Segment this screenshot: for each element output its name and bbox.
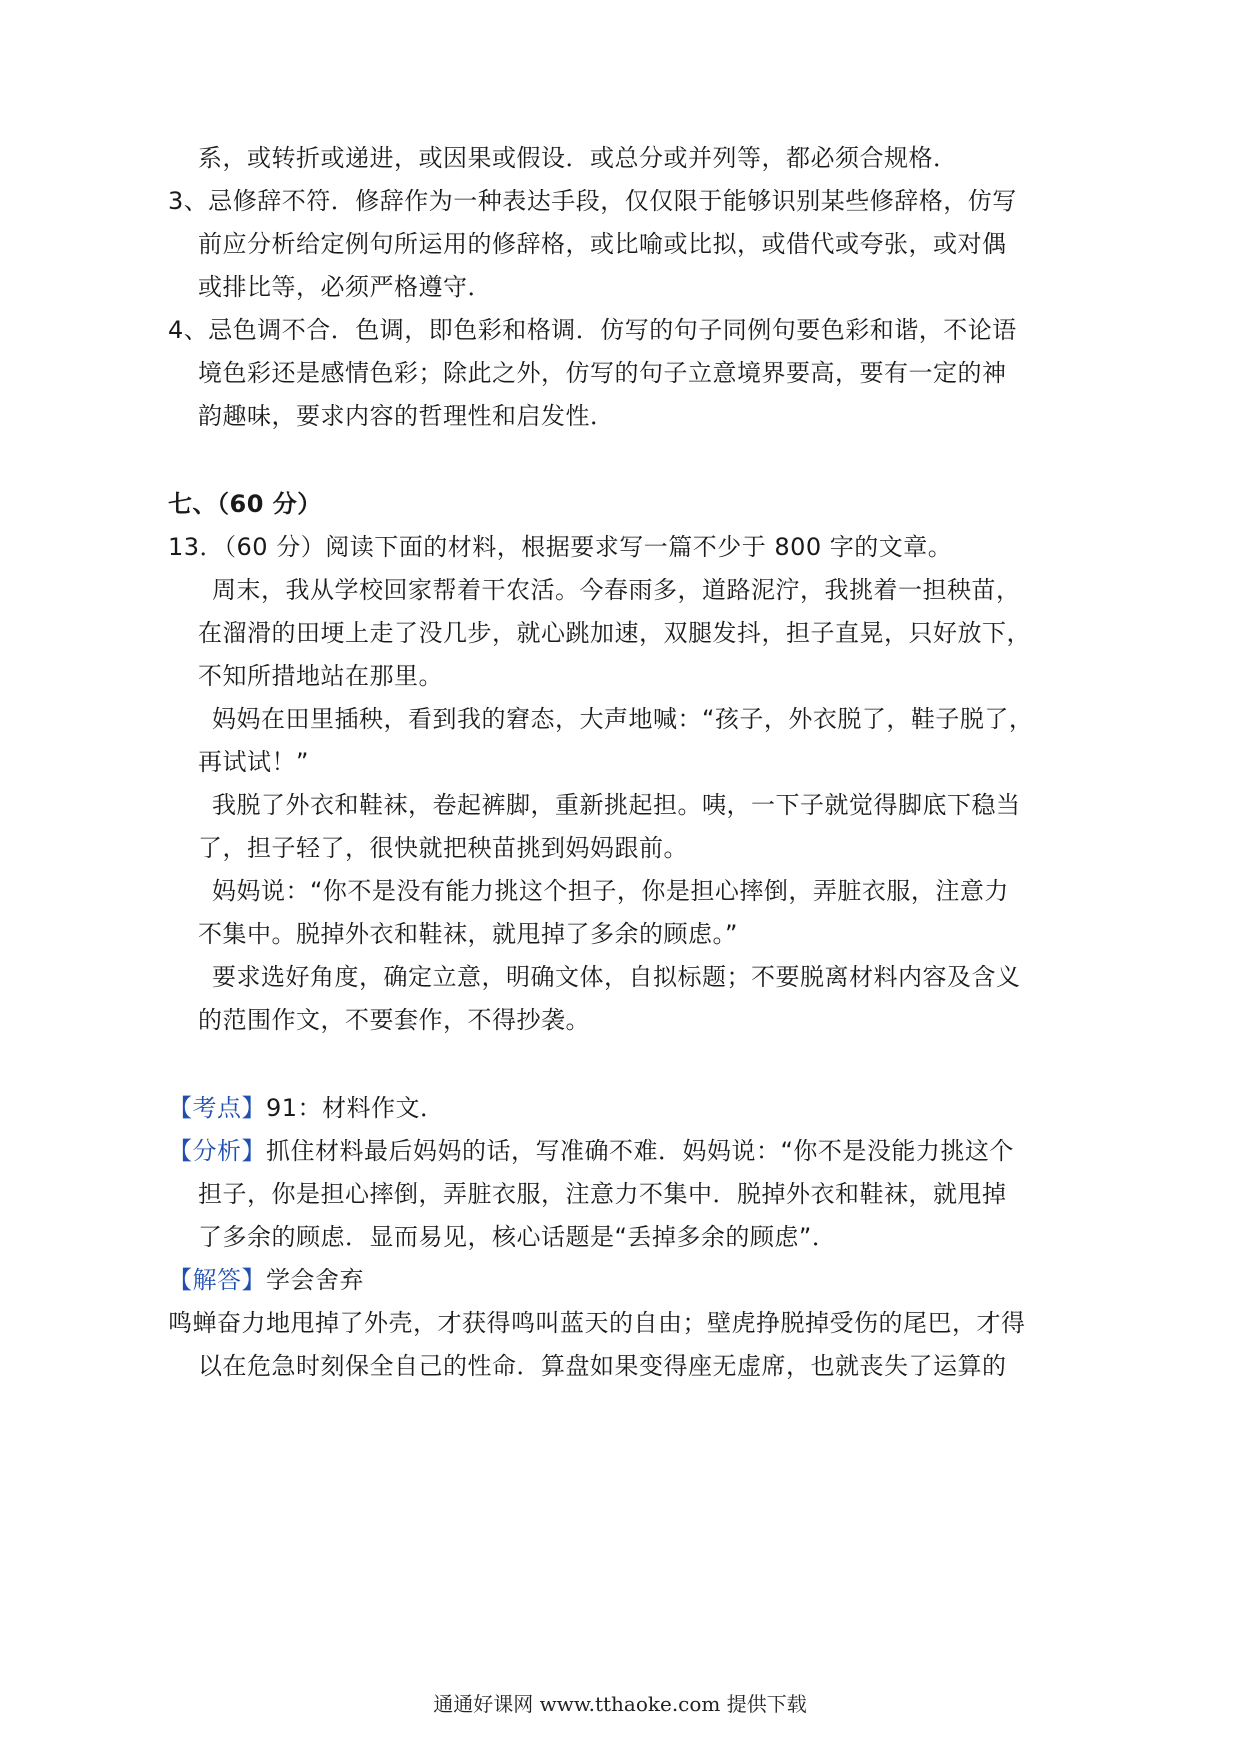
essay-line-2: 以在危急时刻保全自己的性命．算盘如果变得座无虚席，也就丧失了运算的 [198, 1352, 1007, 1380]
jieda-text: 学会舍弃 [266, 1266, 364, 1294]
fenxi-tag: 【分析】 [168, 1137, 266, 1165]
prev-item-4-line-1: 4、忌色调不合．色调，即色彩和格调．仿写的句子同例句要色彩和谐，不论语 [168, 316, 1017, 344]
page-footer: 通通好课网 www.tthaoke.com 提供下载 [433, 1692, 807, 1716]
kaodian-text: 91：材料作文． [266, 1094, 445, 1122]
prev-item-4-line-3: 韵趣味，要求内容的哲理性和启发性． [198, 402, 615, 430]
fenxi-row [168, 1133, 1014, 1169]
prev-item-3-line-1: 3、忌修辞不符．修辞作为一种表达手段，仅仅限于能够识别某些修辞格，仿写 [168, 187, 1017, 215]
kaodian-row [168, 1090, 445, 1126]
fenxi-line-3: 了多余的顾虑．显而易见，核心话题是“丢掉多余的顾虑”． [198, 1223, 837, 1251]
requirement-line-1: 要求选好角度，确定立意，明确文体，自拟标题；不要脱离材料内容及含义 [212, 963, 1021, 991]
kaodian-tag: 【考点】 [168, 1094, 266, 1122]
fenxi-line-2: 担子，你是担心摔倒，弄脏衣服，注意力不集中．脱掉外衣和鞋袜，就甩掉 [198, 1180, 1007, 1208]
material-p1-line-1: 周末，我从学校回家帮着干农活。今春雨多，道路泥泞，我挑着一担秧苗， [212, 576, 1021, 604]
material-p4-line-1: 妈妈说：“你不是没有能力挑这个担子，你是担心摔倒，弄脏衣服，注意力 [212, 877, 1009, 905]
fenxi-line-1: 抓住材料最后妈妈的话，写准确不难．妈妈说：“你不是没能力挑这个 [266, 1137, 1014, 1165]
material-p2-line-1: 妈妈在田里插秧，看到我的窘态，大声地喊：“孩子，外衣脱了，鞋子脱了， [212, 705, 1034, 733]
material-p2-line-2: 再试试！” [198, 748, 309, 776]
section-heading: 七、（60 分） [168, 490, 322, 518]
material-p4-line-2: 不集中。脱掉外衣和鞋袜，就甩掉了多余的顾虑。” [198, 920, 738, 948]
jieda-row [168, 1262, 364, 1298]
prev-item-4-line-2: 境色彩还是感情色彩；除此之外，仿写的句子立意境界要高，要有一定的神 [198, 359, 1007, 387]
prev-item-3-line-2: 前应分析给定例句所运用的修辞格，或比喻或比拟，或借代或夸张，或对偶 [198, 230, 1007, 258]
prev-item-3-line-3: 或排比等，必须严格遵守． [198, 273, 492, 301]
jieda-tag: 【解答】 [168, 1266, 266, 1294]
requirement-line-2: 的范围作文，不要套作，不得抄袭。 [198, 1006, 590, 1034]
material-p1-line-3: 不知所措地站在那里。 [198, 662, 443, 690]
question-title: 13．（60 分）阅读下面的材料，根据要求写一篇不少于 800 字的文章。 [168, 533, 953, 561]
material-p3-line-1: 我脱了外衣和鞋袜，卷起裤脚，重新挑起担。咦，一下子就觉得脚底下稳当 [212, 791, 1021, 819]
essay-line-1: 鸣蝉奋力地甩掉了外壳，才获得鸣叫蓝天的自由；壁虎挣脱掉受伤的尾巴，才得 [168, 1309, 1026, 1337]
material-p3-line-2: 了，担子轻了，很快就把秧苗挑到妈妈跟前。 [198, 834, 688, 862]
material-p1-line-2: 在溜滑的田埂上走了没几步，就心跳加速，双腿发抖，担子直晃，只好放下， [198, 619, 1031, 647]
prev-line-1: 系，或转折或递进，或因果或假设．或总分或并列等，都必须合规格． [198, 144, 958, 172]
